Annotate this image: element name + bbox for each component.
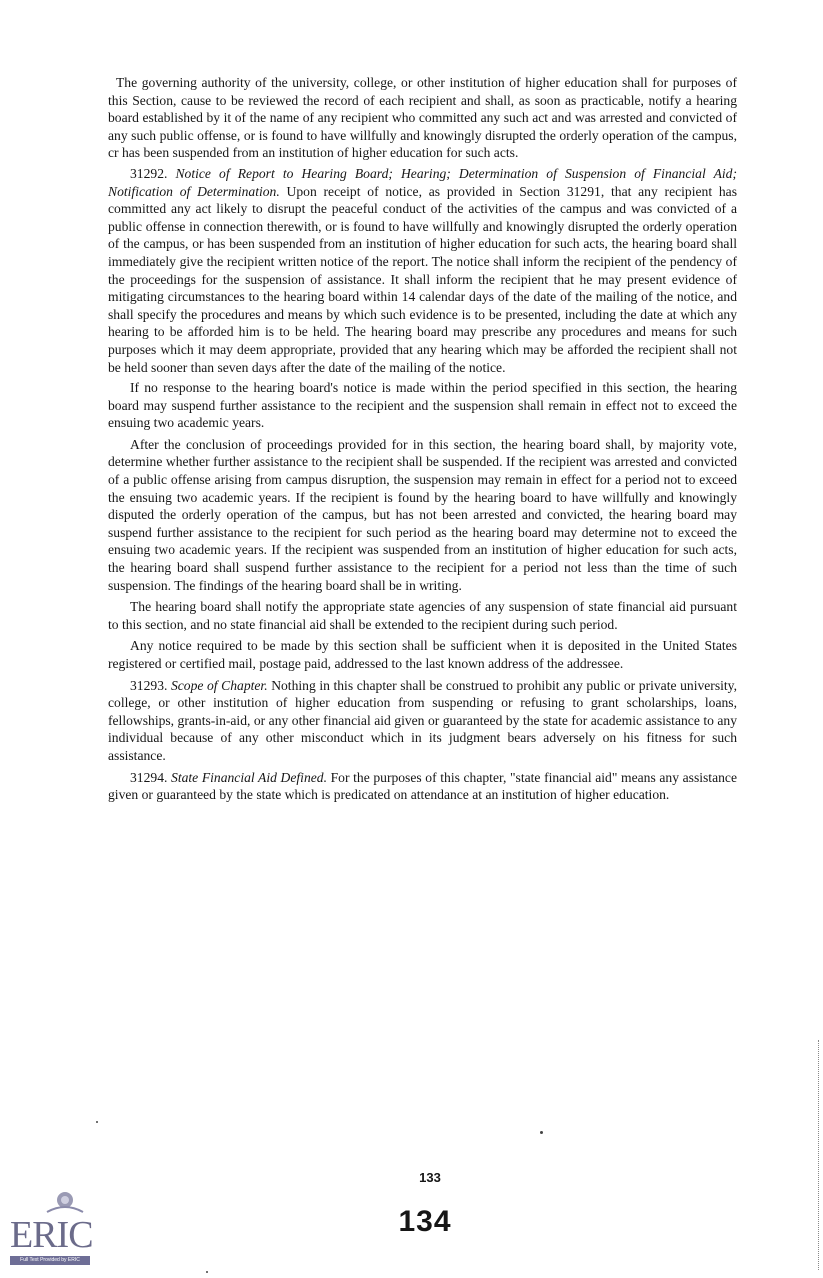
section-paragraph — [108, 165, 737, 376]
page-number: 133 — [419, 1170, 441, 1185]
eric-tagline: Full Text Provided by ERIC — [10, 1256, 90, 1265]
paragraph: The hearing board shall notify the appropriate state agencies of any suspension of state financial aid pursuant to this section, and no state financial aid shall be extended to the recipient during such period. — [108, 599, 737, 632]
scan-speck — [96, 1121, 98, 1123]
paragraph: If no response to the hearing board's notice is made within the period specified in this section, the hearing board may suspend further assistance to the recipient and the suspension shall remain in effect not to exceed the ensuing two academic years. — [108, 380, 737, 431]
section-title: Scope of Chapter. — [170, 677, 268, 693]
section-body: For the purposes of this chapter, "state financial aid" means any assistance given or guaranteed by the state which is predicated on attendance at an institution of higher education. — [108, 769, 737, 803]
section-paragraph — [108, 677, 737, 765]
section-number: 31292. — [130, 165, 168, 181]
section-number: 31293. — [130, 677, 168, 693]
paragraph: The governing authority of the university, college, or other institution of higher education shall for purposes of this Section, cause to be reviewed the record of each recipient and shall, as soon as practicable, notify a hearing board established by it of the name of any recipient who committed any such act and was arrested and convicted of any such public offense, or is found to have willfully and knowingly disrupted the orderly operation of the campus, cr has been suspended from an institution of higher education for such acts. — [108, 75, 737, 161]
fiche-page-number: 134 — [398, 1205, 452, 1238]
paragraph: Any notice required to be made by this section shall be sufficient when it is deposited in the United States registered or certified mail, postage paid, addressed to the last known address of the addressee. — [108, 638, 737, 671]
scan-speck — [206, 1271, 208, 1273]
section-body: Upon receipt of notice, as provided in Section 31291, that any recipient has committed any act likely to disrupt the peaceful conduct of the activities of the campus and was convicted of a public offense in connection therewith, or is found to have willfully and knowingly disrupted the orderly operation of the campus, or has been suspended from an institution of higher education for such acts, the hearing board shall immediately give the recipient written notice of the report. The notice shall inform the recipient of the pendency of the proceedings for the suspension of assistance. It shall inform the recipient that he may present evidence of mitigating circumstances to the hearing board within 14 calendar days of the date of the mailing of the notice, and shall specify the procedures and means by which such evidence is to be presented, including the date at which any hearing to be afforded him is to be held. The hearing board may prescribe any procedures and means for such purposes which it may deem appropriate, provided that any hearing which may be afforded the recipient shall not be held sooner than seven days after the date of the mailing of the notice. — [108, 183, 737, 375]
scan-speck — [540, 1131, 543, 1134]
section-title: State Financial Aid Defined. — [171, 769, 327, 785]
document-body — [108, 74, 737, 807]
scan-edge-mark — [817, 1040, 819, 1270]
paragraph: After the conclusion of proceedings provided for in this section, the hearing board shall, by majority vote, determine whether further assistance to the recipient shall be suspended. If the recipient was arrested and convicted of a public offense arising from campus disruption, the suspension may remain in effect for a period not to exceed the ensuing two academic years. If the recipient is found by the hearing board to have willfully and knowingly disputed the orderly operation of the campus, but has not been arrested and convicted, the hearing board may suspend further assistance to the recipient for such period as the hearing board may determine not to exceed the ensuing two academic years. If the recipient was suspended from an institution of higher education for such acts, the hearing board shall suspend further assistance to the recipient for a period not less than the time of such suspension. The findings of the hearing board shall be in writing. — [108, 436, 737, 593]
section-title: Notice of Report to Hearing Board; Hearing; Determination of Suspension of Financial Aid; Notification of Determination. — [108, 165, 737, 199]
section-number: 31294. — [130, 769, 168, 785]
section-body: Nothing in this chapter shall be construed to prohibit any public or private university, college, or other institution of higher education from suspending or refusing to grant scholarships, loans, fellowships, grants-in-aid, or any other financial aid given or guaranteed by the state for academic assistance to any individual because of any other misconduct which in its judgment bears adversely on his fitness for such assistance. — [108, 677, 737, 763]
section-paragraph — [108, 769, 737, 804]
eric-wordmark: ERIC — [10, 1214, 93, 1256]
